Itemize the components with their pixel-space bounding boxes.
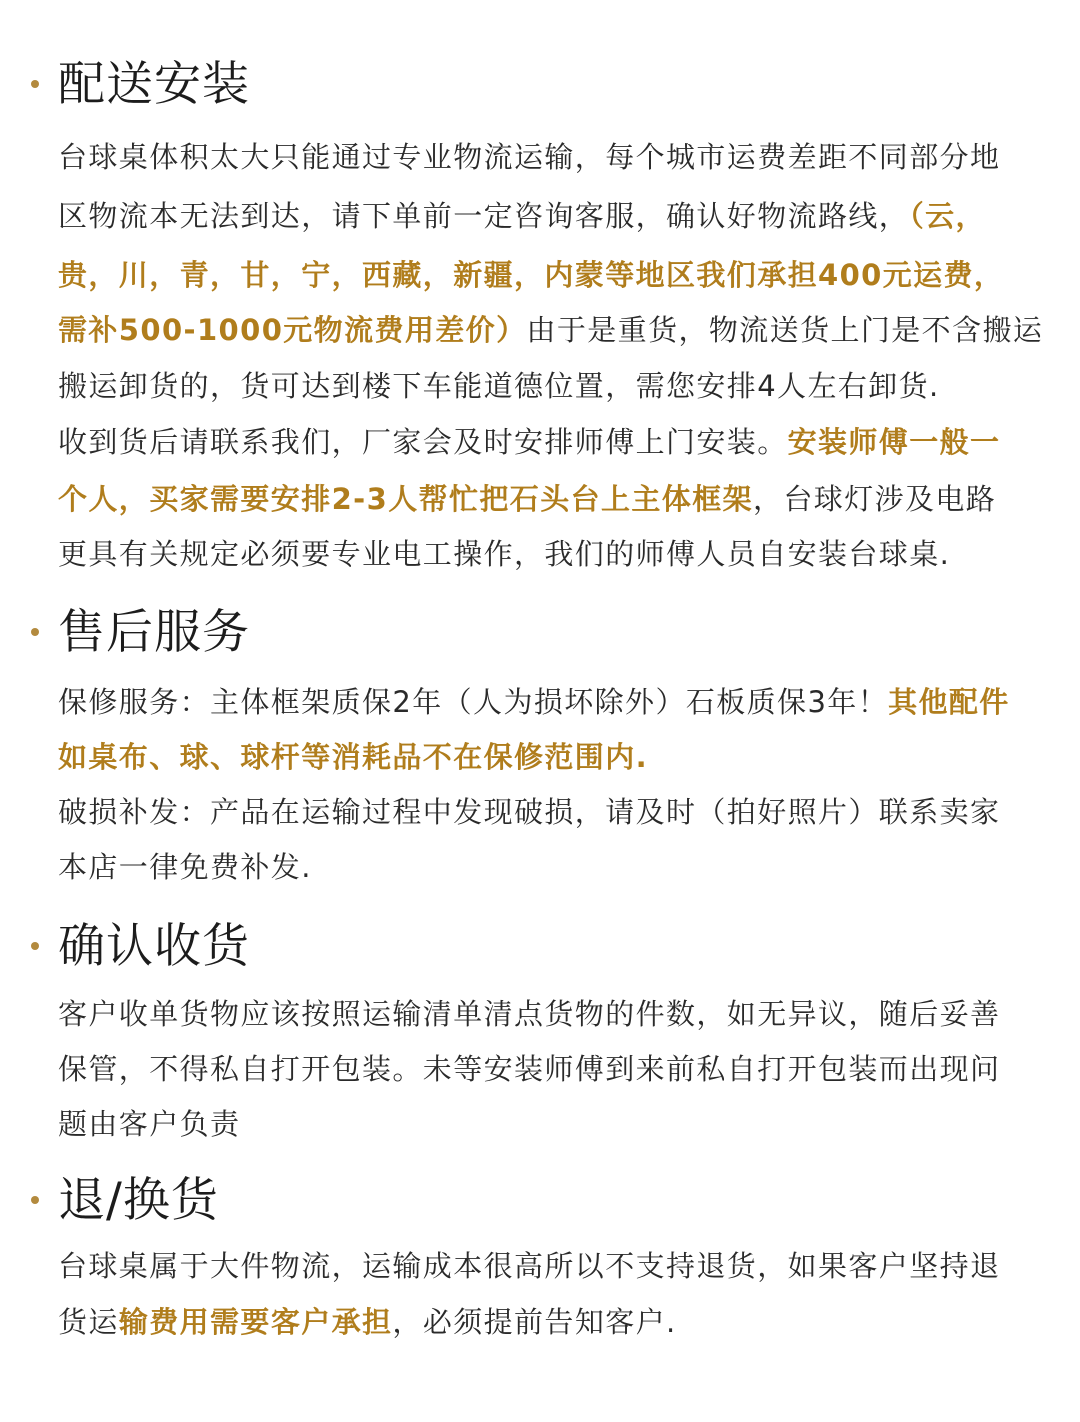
- highlight-segment: 其他配件: [888, 685, 1010, 719]
- text-line: [58, 843, 312, 891]
- highlight-segment: 贵，川，青，甘，宁，西藏，新疆，内蒙等地区我们承担400元运费，: [58, 258, 1005, 292]
- text-segment: 搬运卸货的，货可达到楼下车能道德位置，需您安排4人左右卸货.: [58, 369, 940, 403]
- text-segment: 保修服务：主体框架质保2年（人为损坏除外）石板质保3年！: [58, 685, 889, 719]
- highlight-segment: 个人，买家需要安排2-3人帮忙把石头台上主体框架: [58, 482, 753, 516]
- section-title: 售后服务: [58, 605, 250, 660]
- text-segment: 收到货后请联系我们，厂家会及时安排师傅上门安装。: [58, 425, 788, 459]
- text-line: [58, 733, 648, 781]
- section-title: 退/换货: [58, 1173, 219, 1228]
- section-heading-confirm-receipt: [0, 912, 1000, 982]
- text-segment: 台球桌属于大件物流，运输成本很高所以不支持退货，如果客户坚持退: [58, 1249, 1001, 1283]
- text-line: [58, 990, 1000, 1038]
- highlight-segment: 安装师傅一般一: [787, 425, 1001, 459]
- bullet-dot-icon: [31, 628, 39, 636]
- text-line: [58, 1298, 677, 1346]
- highlight-segment: （云，: [909, 199, 986, 233]
- section-title: 确认收货: [58, 919, 250, 974]
- text-line: [58, 530, 950, 578]
- text-segment: 更具有关规定必须要专业电工操作，我们的师傅人员自安装台球桌.: [58, 537, 951, 571]
- bullet-dot-icon: [31, 942, 39, 950]
- text-segment: 题由客户负责: [58, 1107, 241, 1141]
- text-line: [58, 418, 1000, 466]
- text-line: [58, 306, 1043, 354]
- text-segment: ，必须提前告知客户.: [392, 1305, 677, 1339]
- text-segment: 由于是重货，物流送货上门是不含搬运: [526, 313, 1044, 347]
- text-segment: ，台球灯涉及电路: [753, 482, 997, 516]
- section-title: 配送安装: [58, 57, 250, 112]
- text-line: [58, 1242, 1000, 1290]
- section-heading-after-sales: [0, 598, 1000, 668]
- highlight-segment: 如桌布、球、球杆等消耗品不在保修范围内.: [58, 740, 649, 774]
- bullet-dot-icon: [31, 80, 39, 88]
- text-line: [58, 475, 996, 523]
- text-segment: 台球桌体积太大只能通过专业物流运输，每个城市运费差距不同部分地: [58, 140, 1001, 174]
- text-line: [58, 678, 1010, 726]
- text-segment: 破损补发：产品在运输过程中发现破损，请及时（拍好照片）联系卖家: [58, 795, 1001, 829]
- highlight-segment: 输费用需要客户承担: [118, 1305, 393, 1339]
- highlight-segment: 需补500-1000元物流费用差价）: [58, 313, 527, 347]
- text-line: [58, 362, 940, 410]
- text-segment: 保管，不得私自打开包装。未等安装师傅到来前私自打开包装而出现问: [58, 1052, 1001, 1086]
- text-line: [58, 1100, 240, 1148]
- text-segment: 客户收单货物应该按照运输清单清点货物的件数，如无异议，随后妥善: [58, 997, 1001, 1031]
- text-segment: 本店一律免费补发.: [58, 850, 312, 884]
- text-line: [58, 788, 1000, 836]
- bullet-dot-icon: [31, 1196, 39, 1204]
- section-heading-delivery: [0, 50, 1000, 120]
- section-heading-return-exchange: [0, 1166, 1000, 1236]
- text-line: [58, 192, 986, 240]
- text-segment: 货运: [58, 1305, 119, 1339]
- text-segment: 区物流本无法到达，请下单前一定咨询客服，确认好物流路线，: [58, 199, 910, 233]
- text-line: [58, 133, 1000, 181]
- text-line: [58, 251, 1004, 299]
- text-line: [58, 1045, 1000, 1093]
